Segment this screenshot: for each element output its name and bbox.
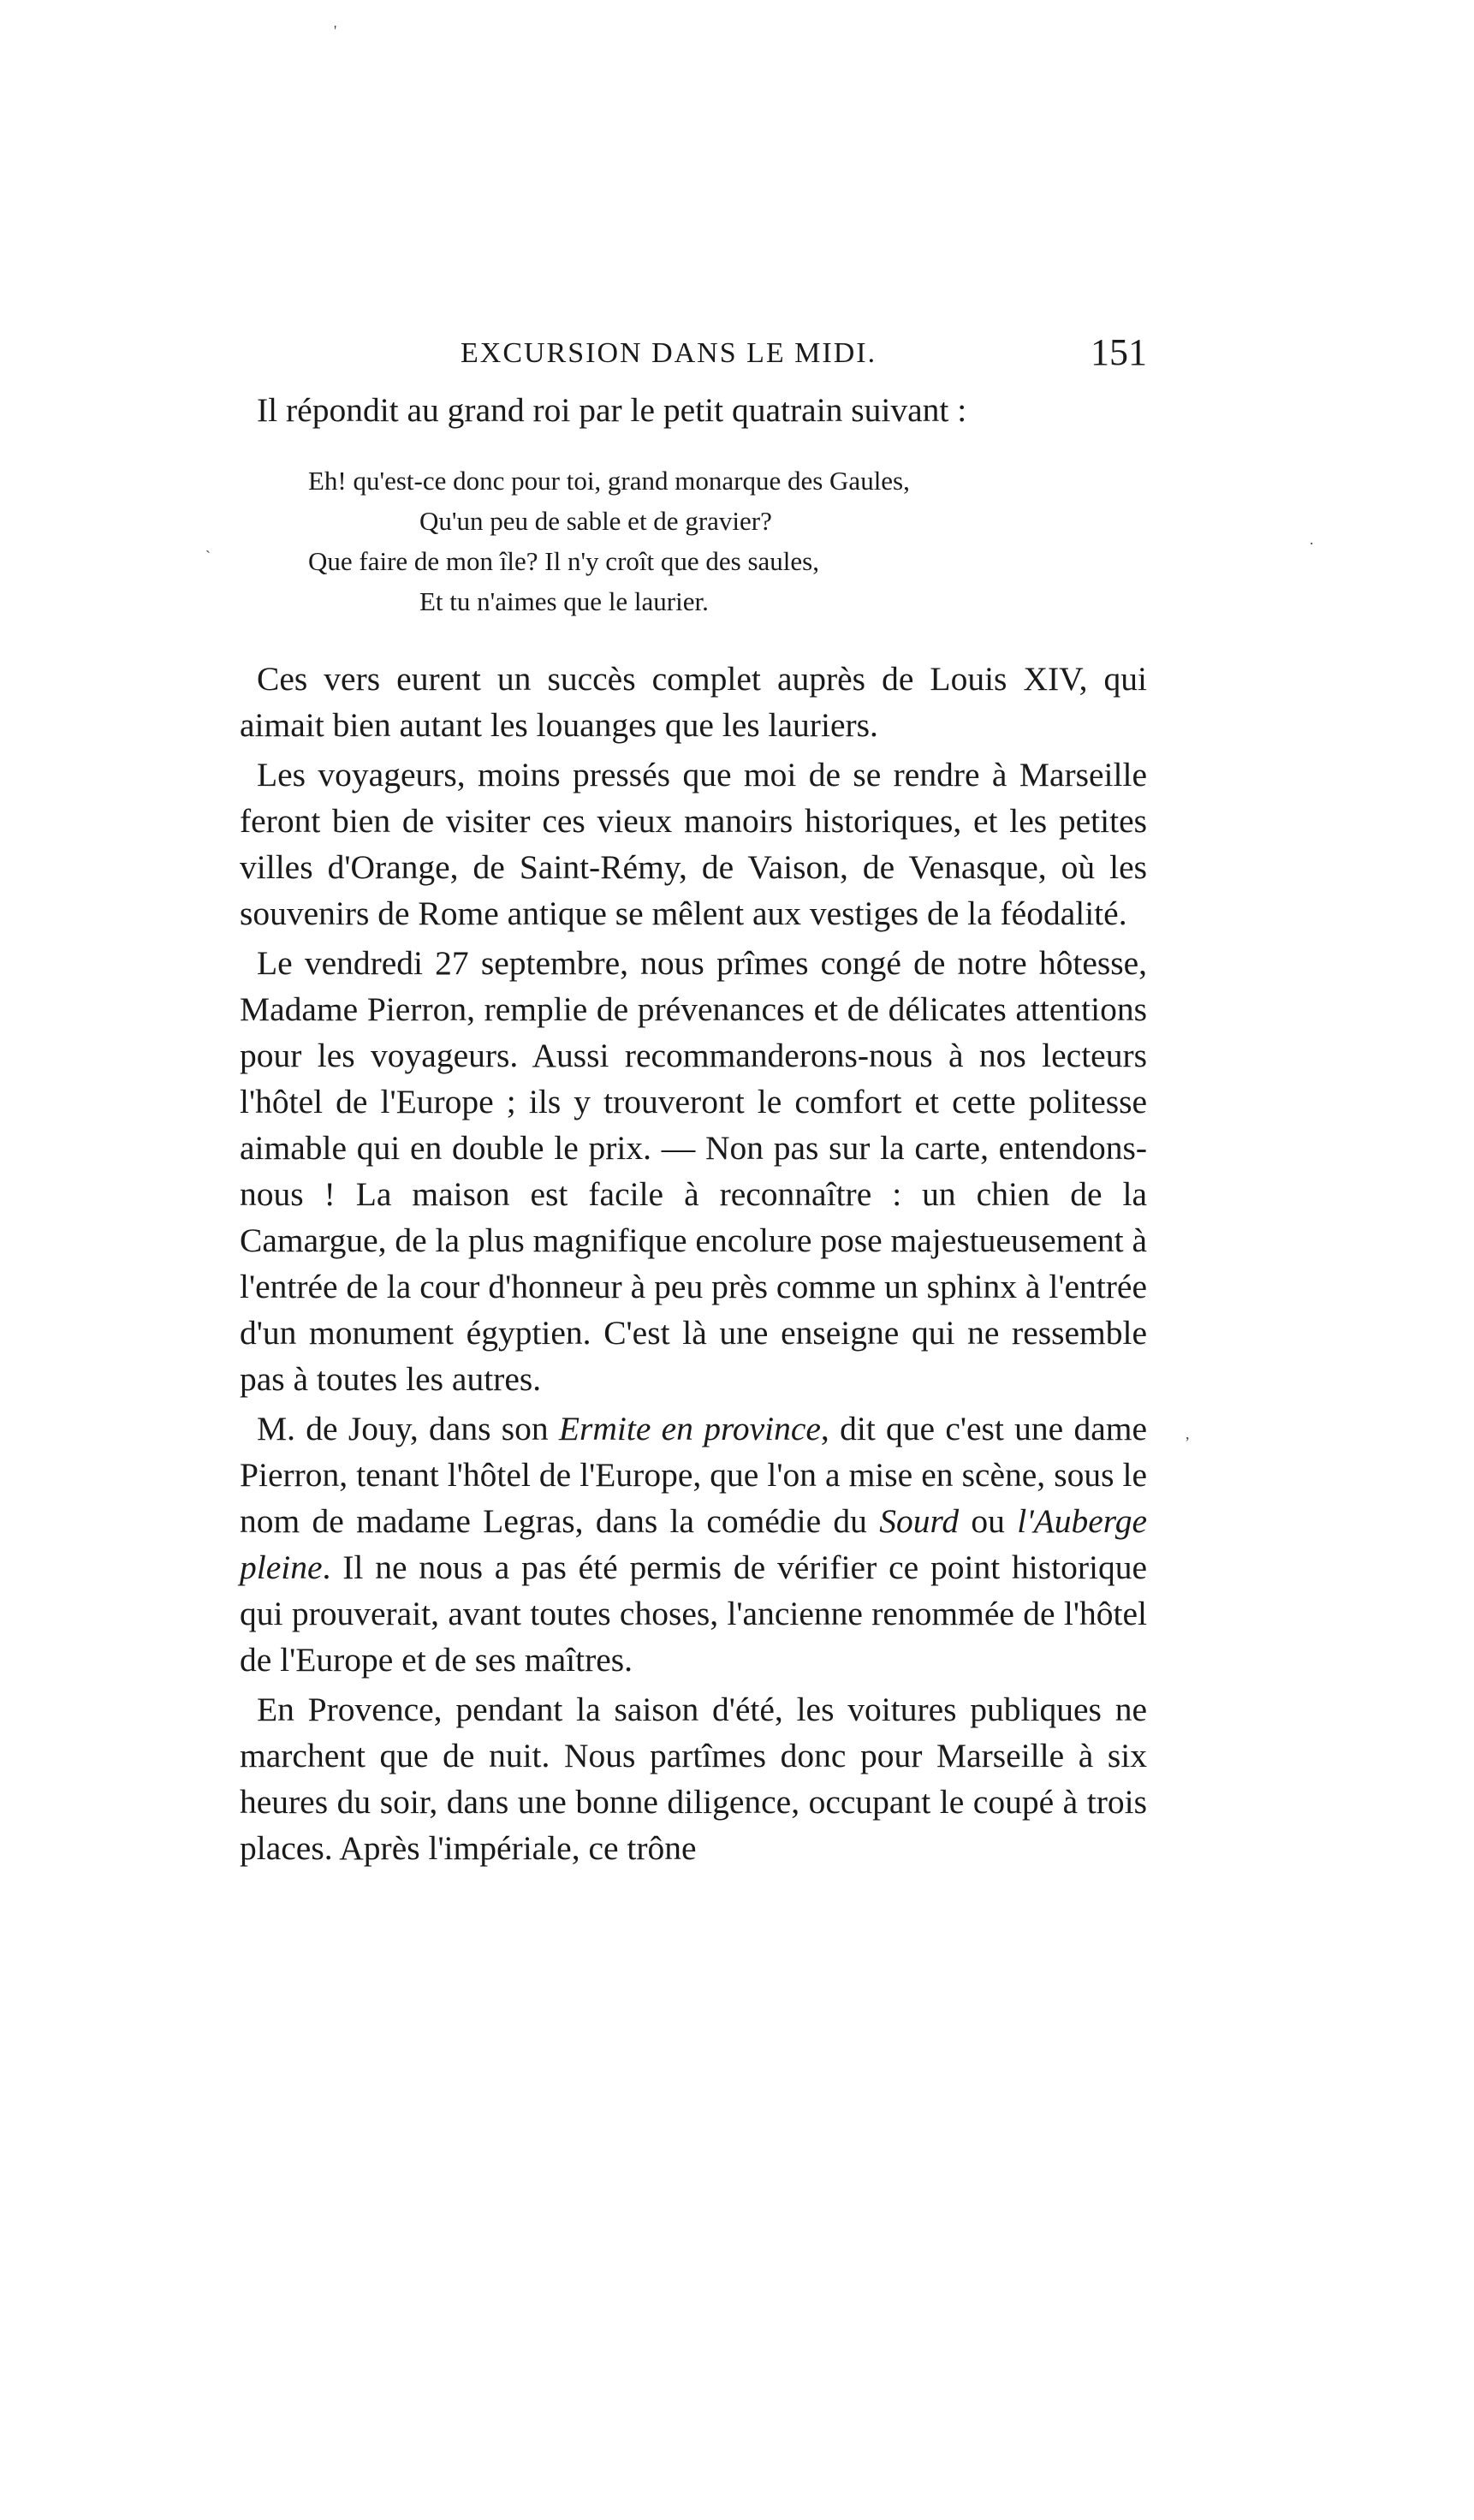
paragraph-2: Les voyageurs, moins pressés que moi de se rendre à Marseille feront bien de visiter ces vieux manoirs historiques, et les petites villes d'Orange, de Saint-Rémy, de Vaison, de Venasque, où les souvenirs de Rome antique se mêlent aux vestiges de la féodalité.: [240, 756, 1147, 932]
scan-speck: .: [1310, 531, 1314, 548]
verse-line-4: Et tu n'aimes que le laurier.: [419, 586, 709, 616]
verse-line-1: Eh! qu'est-ce donc pour toi, grand monarque des Gaules,: [308, 466, 910, 496]
paragraph-5: En Provence, pendant la saison d'été, les voitures publiques ne marchent que de nuit. Nous partîmes donc pour Marseille à six heures du soir, dans une bonne diligence, occupant le coupé à trois places. Après l'impériale, ce trône: [240, 1691, 1147, 1867]
paragraph-1: Ces vers eurent un succès complet auprès de Louis XIV, qui aimait bien autant les louanges que les lauriers.: [240, 660, 1147, 744]
verse-line-3: Que faire de mon île? Il n'y croît que des saules,: [308, 546, 819, 576]
scan-speck: ,: [1186, 1425, 1190, 1442]
body-text: [240, 387, 1147, 1875]
p4-title-ermite: Ermite en province: [558, 1410, 821, 1447]
page-header: [240, 330, 1147, 382]
intro-paragraph: Il répondit au grand roi par le petit quatrain suivant :: [257, 391, 967, 429]
p4-text-a: M. de Jouy, dans son: [257, 1410, 559, 1447]
paragraph-3: Le vendredi 27 septembre, nous prîmes congé de notre hôtesse, Madame Pierron, remplie de prévenances et de délicates attentions pour les voyageurs. Aussi recommanderons-nous à nos lecteurs l'hôtel de l'Europe ; ils y trouveront le comfort et cette politesse aimable qui en double le prix. — Non pas sur la carte, entendons-nous ! La maison est facile à reconnaître : un chien de la Camargue, de la plus magnifique encolure pose majestueusement à l'entrée de la cour d'honneur à peu près comme un sphinx à l'entrée d'un monument égyptien. C'est là une enseigne qui ne ressemble pas à toutes les autres.: [240, 944, 1147, 1398]
scan-speck: ': [334, 22, 337, 39]
paragraph-4: [240, 1406, 1147, 1683]
quatrain: [240, 461, 1147, 621]
p4-text-g: . Il ne nous a pas été permis de vérifier ce point historique qui prouverait, avant toutes choses, l'ancienne renommée de l'hôtel de l'Europe et de ses maîtres.: [240, 1548, 1147, 1679]
verse-line-2: Qu'un peu de sable et de gravier?: [419, 506, 772, 536]
p4-title-auberge: l'Auberge pleine: [240, 1502, 1147, 1586]
p4-text-c: , dit que c'est une dame Pierron, tenant l'hôtel de l'Europe, que l'on a mise en scène, sous le nom de madame Legras, dans la comédie du: [240, 1410, 1147, 1540]
p4-text-e: ou: [959, 1502, 1018, 1540]
scan-speck: `: [205, 548, 211, 565]
page-number: 151: [1091, 331, 1147, 373]
p4-title-sourd: Sourd: [879, 1502, 960, 1540]
running-head: EXCURSION DANS LE MIDI.: [461, 337, 877, 369]
